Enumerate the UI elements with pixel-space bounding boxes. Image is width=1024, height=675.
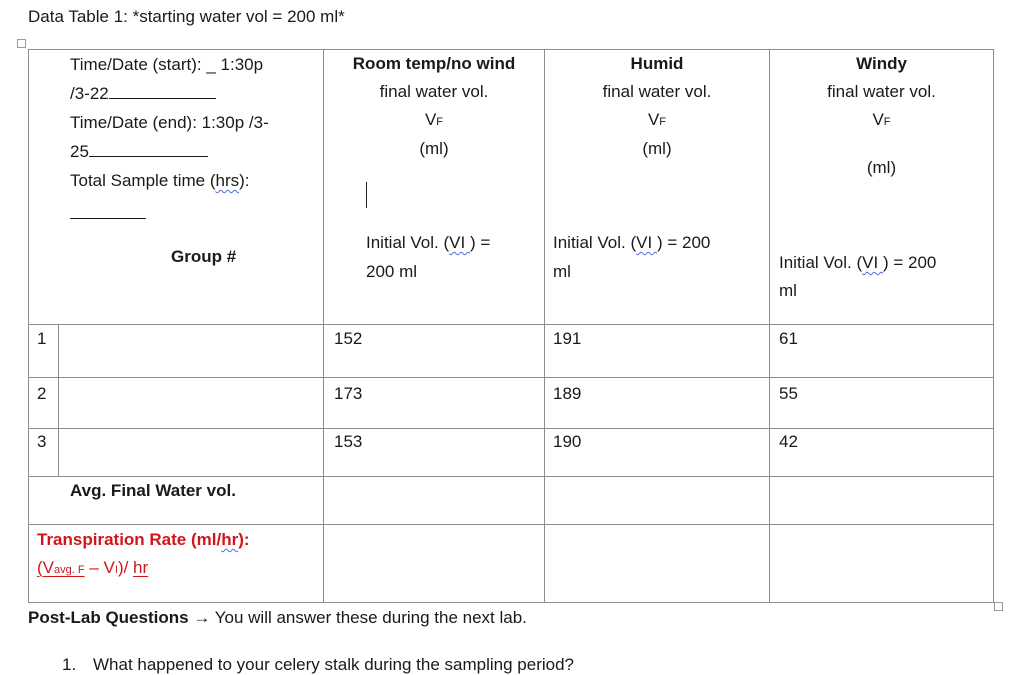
cell-humid[interactable]: 190: [553, 432, 582, 451]
col-room-temp-line1: final water vol.: [379, 82, 489, 101]
time-start-line1: Time/Date (start): _ 1:30p: [70, 55, 264, 74]
col-room-temp-initial2: 200 ml: [366, 262, 418, 281]
transpiration-formula: (Vavg. F – VI)/ hr: [37, 558, 149, 577]
col-windy-title: Windy: [856, 54, 907, 73]
text-cursor: [366, 182, 367, 208]
col-room-temp-title: Room temp/no wind: [352, 54, 516, 73]
table-title: Data Table 1: *starting water vol = 200 ml*: [28, 7, 345, 26]
col-windy-initial1: Initial Vol. (VI ) = 200: [779, 253, 937, 272]
col-windy-vf: VF: [872, 110, 891, 129]
question-1-number: 1.: [62, 655, 77, 674]
time-end-line2: 25: [70, 142, 208, 162]
cell-room-temp[interactable]: 152: [334, 329, 363, 348]
col-room-temp-unit: (ml): [419, 139, 449, 158]
table-move-handle[interactable]: [17, 39, 26, 48]
group-label: Group #: [171, 247, 237, 266]
post-lab-heading: Post-Lab Questions → You will answer these during the next lab.: [28, 608, 527, 627]
time-end-line1: Time/Date (end): 1:30p /3-: [70, 113, 269, 132]
cell-windy[interactable]: 55: [779, 384, 798, 403]
arrow-right-icon: →: [193, 608, 211, 627]
avg-final-water-label: Avg. Final Water vol.: [70, 481, 236, 500]
col-humid-vf: VF: [647, 110, 667, 129]
cell-room-temp[interactable]: 153: [334, 432, 363, 451]
cell-humid[interactable]: 191: [553, 329, 582, 348]
col-humid-initial2: ml: [553, 262, 571, 281]
transpiration-rate-label: Transpiration Rate (ml/hr):: [37, 530, 250, 549]
col-windy-unit: (ml): [866, 158, 897, 177]
col-humid-initial1: Initial Vol. (VI ) = 200: [553, 233, 711, 252]
cell-room-temp[interactable]: 173: [334, 384, 363, 403]
cell-humid[interactable]: 189: [553, 384, 582, 403]
col-humid-line1: final water vol.: [602, 82, 712, 101]
col-humid-unit: (ml): [642, 139, 672, 158]
question-1-text: What happened to your celery stalk during the sampling period?: [93, 655, 575, 674]
row-group-number: 3: [37, 432, 47, 451]
table-resize-handle[interactable]: [994, 602, 1003, 611]
row-group-number: 1: [37, 329, 47, 348]
col-humid-title: Humid: [630, 54, 684, 73]
col-room-temp-vf: VF: [424, 110, 444, 129]
cell-windy[interactable]: 42: [779, 432, 798, 451]
col-room-temp-initial1: Initial Vol. (VI ) =: [366, 233, 491, 252]
time-start-line2: /3-22: [70, 84, 216, 104]
col-windy-line1: final water vol.: [827, 82, 936, 101]
cell-windy[interactable]: 61: [779, 329, 798, 348]
total-sample-time: Total Sample time (hrs):: [70, 171, 250, 190]
row-group-number: 2: [37, 384, 47, 403]
col-windy-initial2: ml: [779, 281, 797, 300]
total-time-blank: [70, 218, 146, 219]
